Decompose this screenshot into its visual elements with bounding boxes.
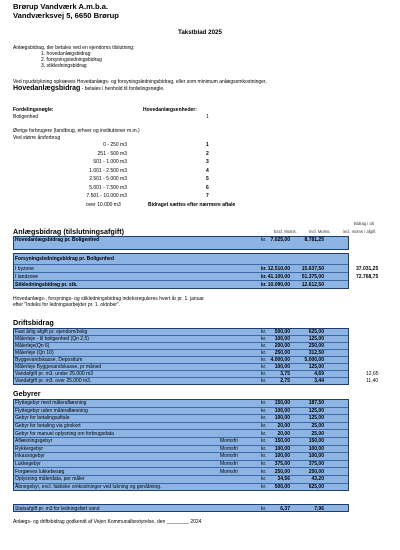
row-label: Rykkergebyr (15, 445, 44, 452)
intro-section (13, 45, 353, 69)
row-unit: kr. (261, 364, 267, 371)
row-excl: 200,00 (274, 343, 290, 350)
row-unit: kr. (261, 423, 267, 430)
row-excl: 500,00 (274, 483, 290, 490)
urban-zone-label: I byzone (15, 266, 34, 272)
row-incl: 150,00 (308, 438, 324, 445)
row-unit: kr. (261, 400, 267, 407)
rural-zone-unit: kr. (261, 274, 267, 280)
row-unit: kr. (261, 407, 267, 414)
row-unit: kr. (261, 415, 267, 422)
main-fee-block (13, 236, 349, 250)
table-row (14, 415, 348, 423)
consumption-units: 2 (206, 150, 209, 157)
table-row (14, 505, 348, 512)
row-label: Åbnegebyr, excl. faktiske omkostninger ved lukning og genåbning. (15, 483, 162, 490)
urban-zone-incl: 15.637,50 (301, 266, 324, 272)
row-incl: 25,00 (311, 423, 324, 430)
table-row (14, 468, 348, 476)
consumption-units: 3 (206, 159, 209, 165)
consumption-range: 1.001 - 2.500 m3 (89, 167, 127, 174)
row-unit: kr. (261, 445, 267, 452)
table-row (14, 343, 348, 350)
urban-zone-total: 37.031,25 (356, 266, 379, 272)
row-excl: 100,00 (274, 415, 290, 422)
over-10000-note: Bidraget sættes efter nærmere aftale (148, 202, 236, 208)
service-line-excl: 10.090,00 (267, 282, 290, 288)
row-label: Målerleje(Qn 6) (15, 343, 50, 350)
subdivision-note-bold: Hovedanlægsbidrag (13, 85, 81, 93)
consumption-range: 7.501 - 10.000 m3 (86, 193, 127, 199)
row-incl: 5.000,00 (304, 357, 324, 364)
table-row (14, 254, 348, 261)
urban-zone-unit: kr. (261, 266, 267, 272)
row-unit: kr. (261, 350, 267, 357)
table-row (14, 461, 348, 469)
row-unit: kr. (261, 468, 267, 475)
row-excl: 100,00 (274, 336, 290, 343)
row-unit: kr. (261, 371, 267, 378)
row-incl: 375,00 (308, 461, 324, 468)
table-row (14, 484, 348, 492)
row-unit: kr. (261, 476, 267, 483)
row-unit: kr. (261, 461, 267, 468)
row-unit: kr. (261, 378, 267, 385)
row-label: Gebyr for betalingsaftale (15, 415, 70, 422)
row-incl: 4,69 (314, 371, 324, 378)
row-tag: Momsfri (220, 438, 238, 445)
table-row (14, 423, 348, 431)
rural-zone-total: 72.768,75 (356, 274, 379, 280)
table-row (14, 430, 348, 438)
intro-list-item: 1. hovedanlægsbidrag (41, 51, 91, 58)
company-header (13, 3, 119, 20)
consumption-range: 5.001 - 7.500 m3 (89, 184, 127, 191)
row-incl: 25,00 (311, 430, 324, 437)
row-excl: 150,00 (274, 400, 290, 407)
row-incl: 100,00 (308, 453, 324, 460)
company-name: Brørup Vandværk A.m.b.a. (13, 2, 109, 11)
fees-title: Gebyrer (13, 389, 41, 398)
row-excl: 34,56 (277, 476, 290, 483)
consumption-range: 2.501 - 5.000 m3 (89, 176, 127, 182)
row-incl: 250,00 (308, 468, 324, 475)
state-tax-excl: 6,37 (280, 506, 290, 512)
state-tax-row (13, 504, 349, 512)
row-label: Målerleje (Qn 10) (15, 350, 54, 357)
row-excl: 250,00 (274, 350, 290, 357)
row-unit: kr. (261, 483, 267, 490)
consumption-units: 6 (206, 184, 209, 191)
row-tag: Momsfri (220, 453, 238, 460)
table-row (14, 265, 348, 273)
row-unit: kr. (261, 357, 267, 364)
distribution-key-label: Fordelingsnøgle: (13, 107, 54, 113)
row-label: Inkassogebyr (15, 453, 45, 460)
table-row (14, 371, 348, 378)
row-unit: kr. (261, 430, 267, 437)
state-tax-incl: 7,96 (314, 506, 324, 512)
row-incl: 125,00 (308, 407, 324, 414)
intro-lead: Anlægsbidrag, der betales ved en ejendoms tilslutning: (13, 45, 135, 51)
row-label: Flyttegebyr med måleraflæsning (15, 400, 87, 407)
intro-list-item: 2. forsyningsledningsbidrag (41, 57, 102, 64)
row-tag: Momsfri (220, 461, 238, 468)
intro-list-item: 3. stikledningsbidrag (41, 63, 87, 70)
consumption-range: 0 - 250 m3 (103, 142, 127, 148)
water-tax-total: 12,65 (366, 370, 379, 377)
table-row (14, 281, 348, 289)
main-fee-excl: 7.025,00 (270, 237, 290, 243)
company-address: Vandværksvej 5, 6650 Brørup (13, 10, 119, 20)
state-tax-label: Statsafgift pr. m3 for ledningsført vand (15, 506, 100, 512)
consumption-range: 501 - 1.000 m3 (93, 159, 127, 165)
row-incl: 625,00 (308, 329, 324, 336)
row-label: Lukkegebyr (15, 461, 41, 468)
col-total-header-1: Bidrag i alt (354, 221, 374, 226)
row-unit: kr. (261, 343, 267, 350)
state-tax-unit: kr. (261, 506, 267, 512)
main-fee-incl: 8.781,25 (304, 237, 324, 243)
table-row (14, 273, 348, 281)
index-note (13, 296, 393, 308)
connection-fee-title: Anlægsbidrag (tilslutningsafgift) (13, 227, 124, 236)
row-excl: 375,00 (274, 461, 290, 468)
row-label: Aflæsningsgebyr (15, 438, 53, 445)
col-incl-vat-header: Incl. Moms. (309, 229, 331, 234)
consumption-units: 7 (206, 193, 209, 199)
row-incl: 125,00 (308, 364, 324, 371)
supply-fee-block (13, 253, 349, 289)
fees-table (13, 399, 349, 491)
table-row (14, 408, 348, 416)
row-excl: 100,00 (274, 445, 290, 452)
row-label: Forgæves lukkebesøg (15, 468, 65, 475)
urban-zone-excl: 12.510,00 (267, 266, 290, 272)
page-title: Takstblad 2025 (178, 29, 222, 36)
row-excl: 250,00 (274, 468, 290, 475)
other-consumers-label: Øvrige forbrugere (landbrug, erhver og institutioner m.m.) (13, 128, 140, 134)
operating-fee-title: Driftsbidrag (13, 318, 54, 327)
table-row (14, 378, 348, 385)
consumption-units: 4 (206, 167, 209, 174)
table-row (14, 329, 348, 336)
row-label: Målerleje - til boligenhed (Qn 2,5) (15, 336, 89, 343)
row-unit: kr. (261, 329, 267, 336)
row-unit: kr. (261, 438, 267, 445)
index-note-line-1: Hovedanlægs-, forsynings- og stikledningsbidrag indeksreguleres hvert år pr. 1. januar (13, 296, 204, 302)
row-label: Byggevandskasse, Depositum (15, 357, 83, 364)
residential-unit-value: 1 (206, 114, 209, 120)
row-unit: kr. (261, 453, 267, 460)
row-incl: 100,00 (308, 445, 324, 452)
row-incl: 43,20 (311, 476, 324, 483)
row-incl: 312,50 (308, 350, 324, 357)
row-label: Fast årlig afgift pr. ejendom/bolig (15, 329, 88, 336)
rural-zone-incl: 51.375,00 (301, 274, 324, 280)
row-label: Flyttegebyr uden måleraflæsning (15, 407, 88, 414)
row-excl: 20,00 (277, 430, 290, 437)
row-excl: 150,00 (274, 438, 290, 445)
col-excl-vat-header: Excl. Moms. (274, 229, 297, 234)
main-fee-unit: kr. (261, 237, 267, 243)
row-label: Vandafgift pr. m3. under 25.000 m3 (15, 371, 94, 378)
row-incl: 250,00 (308, 343, 324, 350)
table-row (14, 446, 348, 454)
consumption-range: 251 - 500 m3 (97, 150, 127, 157)
row-incl: 625,00 (308, 483, 324, 490)
row-label: Gebyr for manuel oplysning om forbrugsdata (15, 430, 114, 437)
consumption-units: 1 (206, 142, 209, 148)
supply-fee-label: Forsyningsledningsbidrag pr. Boligenhed (15, 256, 114, 262)
service-line-label: Stikledningsbidrag pr. stk. (15, 282, 78, 288)
row-excl: 500,00 (274, 329, 290, 336)
row-unit: kr. (261, 336, 267, 343)
row-incl: 125,00 (308, 415, 324, 422)
row-tag: Momsfri (220, 445, 238, 452)
table-row (14, 357, 348, 364)
over-10000-label: over 10.000 m3 (86, 202, 121, 208)
rural-zone-label: I landzone (15, 274, 39, 280)
row-label: Oplysning målerdata, per måler (15, 476, 85, 483)
residential-unit-label: Boligenhed (13, 114, 39, 120)
consumption-units: 5 (206, 176, 209, 182)
operating-fee-table (13, 328, 349, 385)
approval-footer: Anlægs- og driftsbidrag godkendt af Vejen Kommunalbestyrelse, den ________ 2024 (13, 519, 202, 525)
rural-zone-excl: 41.100,00 (267, 274, 290, 280)
table-row (14, 237, 348, 244)
subdivision-note (13, 79, 393, 94)
row-incl: 125,00 (308, 336, 324, 343)
row-excl: 4.000,00 (270, 357, 290, 364)
consumption-label: Ved større årsforbrug (13, 135, 61, 141)
service-line-incl: 12.612,50 (301, 282, 324, 288)
row-incl: 3,44 (314, 378, 324, 385)
index-note-line-2: efter "Indeks for ledningsarbejder pr. 1. oktober". (13, 302, 121, 309)
row-label: Vandafgift pr. m3. over 25.000 m3. (15, 378, 92, 385)
main-units-label: Hovedanlægsenheder: (143, 107, 197, 113)
service-line-unit: kr. (261, 282, 267, 288)
row-excl: 100,00 (274, 364, 290, 371)
subdivision-note-text: Ved nyudstykning opkræves Hovedanlægs- og forsyningsledningsbidrag, eller som minimum anlægsomkostninger, (13, 79, 267, 85)
intro-list (13, 51, 353, 69)
subdivision-note-rest: - betales i henhold til fordelingsnøgle. (80, 86, 165, 93)
table-row (14, 350, 348, 357)
row-excl: 100,00 (274, 407, 290, 414)
row-tag: Momsfri (220, 468, 238, 475)
table-row (14, 476, 348, 484)
table-row (14, 400, 348, 408)
col-total-header-2: incl. moms / afgift (343, 229, 376, 234)
row-excl: 3,75 (280, 371, 290, 378)
table-row (14, 336, 348, 343)
row-incl: 187,50 (308, 400, 324, 407)
table-row (14, 438, 348, 446)
row-excl: 2,75 (280, 378, 290, 385)
row-excl: 20,00 (277, 423, 290, 430)
table-row (14, 364, 348, 371)
row-label: Gebyr for betaling via girokort (15, 423, 81, 430)
main-fee-label: Hovedanlægsbidrag pr. Boligenhed (15, 237, 100, 243)
table-row (14, 453, 348, 461)
row-label: Målerleje Byggevandskasse, pr måned (15, 364, 102, 371)
row-excl: 100,00 (274, 453, 290, 460)
water-tax-total: 11,40 (366, 377, 379, 384)
